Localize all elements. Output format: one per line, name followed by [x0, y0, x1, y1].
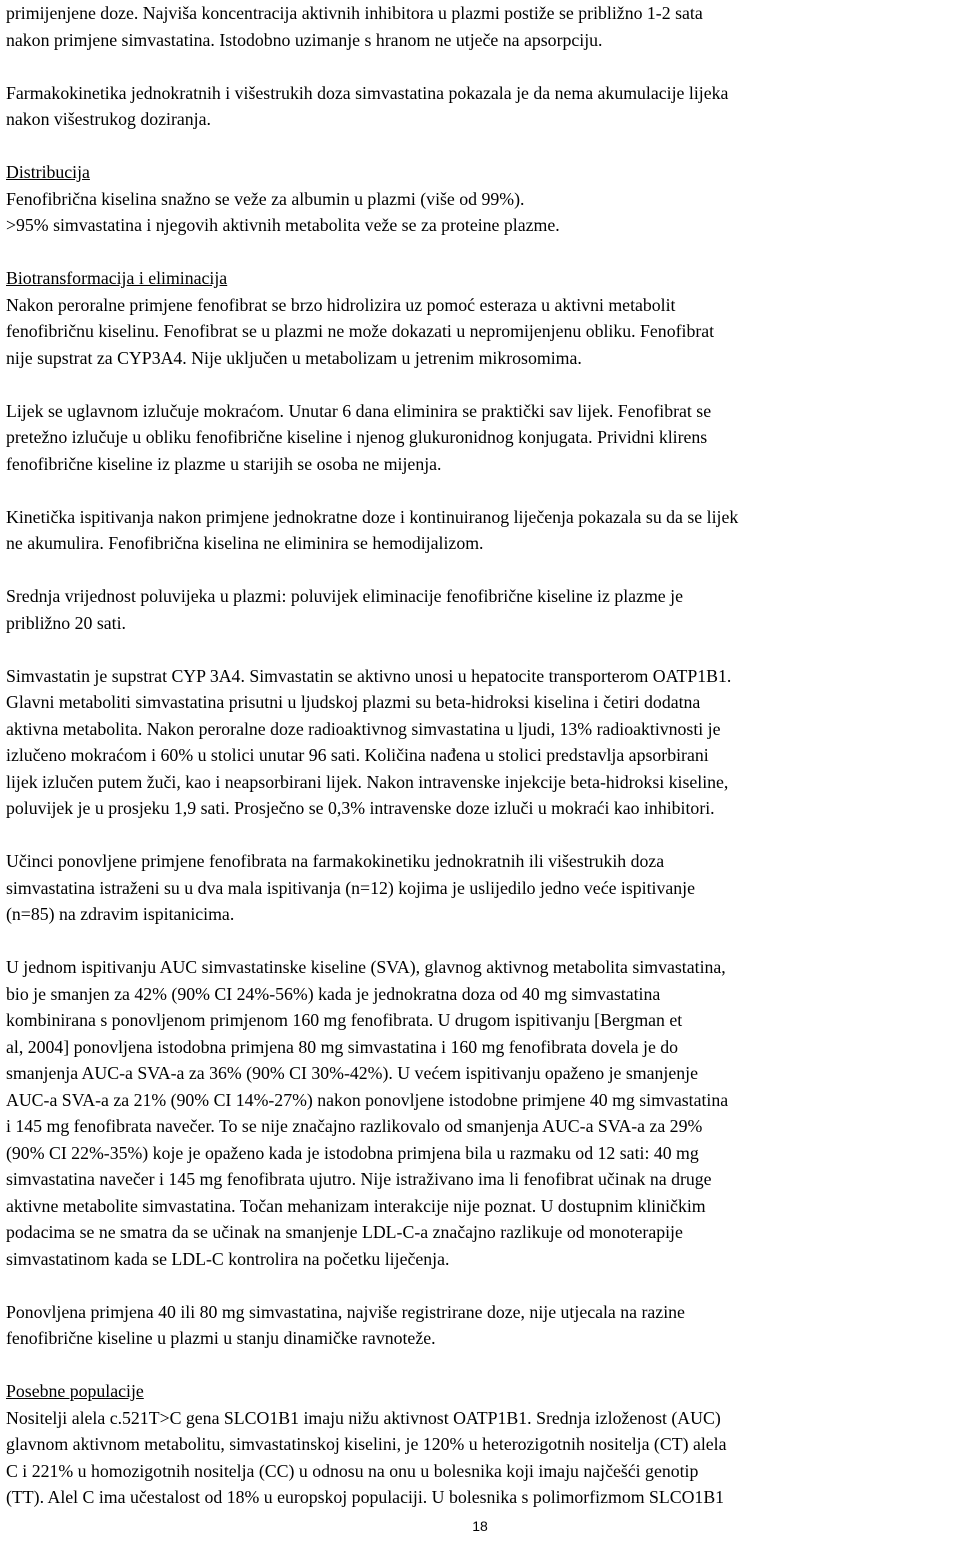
text-line: Nakon peroralne primjene fenofibrat se brzo hidrolizira uz pomoć esteraza u aktivni metabolit [6, 294, 676, 315]
text-line: (TT). Alel C ima učestalost od 18% u europskoj populaciji. U bolesnika s polimorfizmom SLCO1B1 [6, 1487, 725, 1507]
text-line: (n=85) na zdravim ispitanicima. [6, 904, 235, 924]
text-line: podacima se ne smatra da se učinak na smanjenje LDL-C-a značajno razlikuje od monoterapije [6, 1222, 683, 1242]
text-line: Simvastatin je supstrat CYP 3A4. Simvastatin se aktivno unosi u hepatocite transporterom OATP1B1. [6, 665, 732, 686]
text-line: bio je smanjen za 42% (90% CI 24%-56%) kada je jednokratna doza od 40 mg simvastatina [6, 983, 661, 1004]
paragraph-absorption [6, 0, 956, 53]
text-line: C i 221% u homozigotnih nositelja (CC) u odnosu na onu u bolesnika koji imaju najčešći genotip [6, 1460, 699, 1481]
text-line: kombinirana s ponovljenom primjenom 160 mg fenofibrata. U drugom ispitivanju [Bergman et [6, 1010, 683, 1030]
document-page [6, 0, 956, 1537]
text-line: Srednja vrijednost poluvijeka u plazmi: poluvijek eliminacije fenofibrične kiseline iz plazme je [6, 586, 683, 606]
text-line: nakon primjene simvastatina. Istodobno uzimanje s hranom ne utječe na apsorpciju. [6, 29, 603, 50]
text-line: simvastatinom kada se LDL-C kontrolira na početku liječenja. [6, 1248, 450, 1269]
section-heading-biotransformacija: Biotransformacija i eliminacija [6, 268, 228, 288]
text-line: i 145 mg fenofibrata navečer. To se nije značajno razlikovalo od smanjenja AUC-a SVA-a za 29% [6, 1116, 703, 1136]
text-line: Fenofibrična kiselina snažno se veže za albumin u plazmi (više od 99%). [6, 188, 525, 209]
paragraph-kinetics [6, 504, 956, 557]
paragraph-simvastatin-metabolism [6, 663, 956, 822]
text-line: nije supstrat za CYP3A4. Nije uključen u metabolizam u jetrenim mikrosomima. [6, 347, 582, 368]
section-heading-distribucija: Distribucija [6, 162, 90, 182]
paragraph-steady-state [6, 1299, 956, 1352]
text-line: Lijek se uglavnom izlučuje mokraćom. Unutar 6 dana eliminira se praktički sav lijek. Fenofibrat se [6, 400, 712, 421]
text-line: U jednom ispitivanju AUC simvastatinske kiseline (SVA), glavnog aktivnog metabolita simvastatina, [6, 957, 726, 977]
text-line: aktivne metabolite simvastatina. Točan mehanizam interakcije nije poznat. U dostupnim kliničkim [6, 1195, 706, 1216]
text-line: približno 20 sati. [6, 612, 127, 633]
paragraph-special-populations [6, 1378, 956, 1511]
text-line: smanjenja AUC-a SVA-a za 36% (90% CI 30%-42%). U većem ispitivanju opaženo je smanjenje [6, 1063, 698, 1083]
paragraph-half-life [6, 583, 956, 636]
text-line: Učinci ponovljene primjene fenofibrata na farmakokinetiku jednokratnih ili višestrukih doza [6, 851, 665, 871]
section-heading-posebne-populacije: Posebne populacije [6, 1381, 144, 1401]
text-line: fenofibričnu kiselinu. Fenofibrat se u plazmi ne može dokazati u nepromijenjenu obliku. Fenofibrat [6, 321, 715, 341]
text-line: Ponovljena primjena 40 ili 80 mg simvastatina, najviše registrirane doze, nije utjecala na razine [6, 1301, 685, 1322]
page-number: 18 [472, 1518, 488, 1534]
paragraph-repeated-dosing [6, 848, 956, 928]
paragraph-biotransformation [6, 265, 956, 371]
text-line: izlučeno mokraćom i 60% u stolici unutar 96 sati. Količina nađena u stolici predstavlja apsorbirani [6, 745, 709, 765]
text-line: AUC-a SVA-a za 21% (90% CI 14%-27%) nakon ponovljene istodobne primjene 40 mg simvastatina [6, 1089, 729, 1110]
text-line: ne akumulira. Fenofibrična kiselina ne eliminira se hemodijalizom. [6, 533, 484, 553]
paragraph-distribution [6, 159, 956, 239]
text-line: (90% CI 22%-35%) koje je opaženo kada je istodobna primjena bila u razmaku od 12 sati: 40 mg [6, 1142, 699, 1163]
text-line: Farmakokinetika jednokratnih i višestrukih doza simvastatina pokazala je da nema akumulacije lijeka [6, 82, 729, 103]
text-line: simvastatina istraženi su u dva mala ispitivanja (n=12) kojima je uslijedilo jedno veće ispitivanje [6, 877, 696, 898]
text-line: >95% simvastatina i njegovih aktivnih metabolita veže se za proteine plazme. [6, 215, 560, 235]
text-line: aktivna metabolita. Nakon peroralne doze radioaktivnog simvastatina u ljudi, 13% radioaktivnosti je [6, 718, 721, 739]
text-line: simvastatina navečer i 145 mg fenofibrata ujutro. Nije istraživano ima li fenofibrat učinak na druge [6, 1169, 712, 1189]
text-line: fenofibrične kiseline iz plazme u starijih se osoba ne mijenja. [6, 453, 442, 474]
text-line: pretežno izlučuje u obliku fenofibrične kiseline i njenog glukuronidnog konjugata. Prividni klirens [6, 427, 708, 447]
text-line: Nositelji alela c.521T>C gena SLCO1B1 imaju nižu aktivnost OATP1B1. Srednja izloženost (AUC) [6, 1407, 721, 1428]
text-line: lijek izlučen putem žuči, kao i neapsorbirani lijek. Nakon intravenske injekcije beta-hidroksi kiseline, [6, 771, 729, 792]
text-line: nakon višestrukog doziranja. [6, 109, 211, 129]
paragraph-excretion [6, 398, 956, 478]
text-line: Glavni metaboliti simvastatina prisutni u ljudskoj plazmi su beta-hidroksi kiselina i četiri dodatna [6, 692, 701, 712]
text-line: primijenjene doze. Najviša koncentracija aktivnih inhibitora u plazmi postiže se približno 1-2 sata [6, 3, 703, 23]
paragraph-pharmacokinetics [6, 80, 956, 133]
text-line: al, 2004] ponovljena istodobna primjena 80 mg simvastatina i 160 mg fenofibrata dovela je do [6, 1036, 679, 1057]
text-line: glavnom aktivnom metabolitu, simvastatinskoj kiselini, je 120% u heterozigotnih nositelja (CT) alela [6, 1434, 727, 1454]
text-line: Kinetička ispitivanja nakon primjene jednokratne doze i kontinuiranog liječenja pokazala su da se lijek [6, 506, 739, 527]
paragraph-auc-study [6, 954, 956, 1272]
text-line: fenofibrične kiseline u plazmi u stanju dinamičke ravnoteže. [6, 1328, 436, 1348]
text-line: poluvijek je u prosjeku 1,9 sati. Prosječno se 0,3% intravenske doze izluči u mokraći kao inhibitori. [6, 798, 715, 818]
